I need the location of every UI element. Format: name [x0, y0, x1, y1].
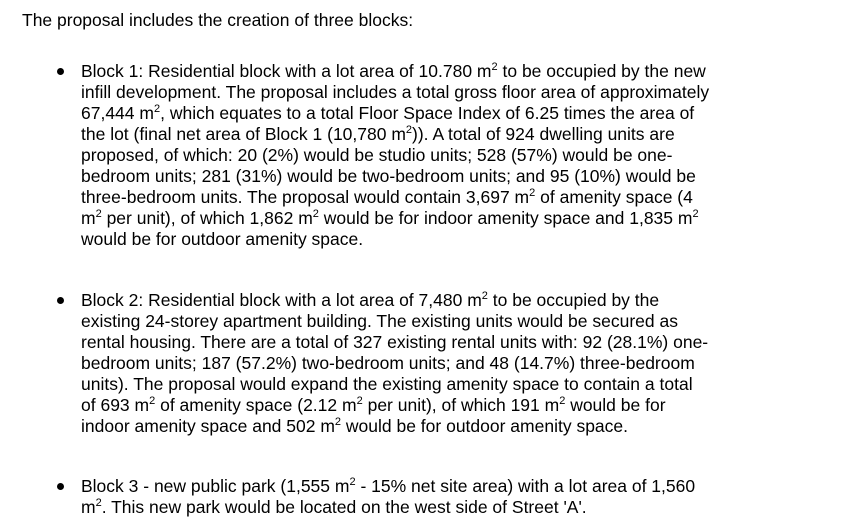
- block-3-item: [81, 476, 821, 518]
- block-2-line-7: indoor amenity space and 502 $m^2$ would be for outdoor amenity space.: [81, 416, 629, 436]
- block-2-line-4: bedroom units; 187 (57.2%) two-bedroom units; and 48 (14.7%) three-bedroom: [81, 353, 695, 373]
- block-1-line-6: bedroom units; 281 (31%) would be two-bedroom units; and 95 (10%) would be: [81, 166, 696, 186]
- block-2-line-6: of 693 $m^2$ of amenity space (2.12 $m^2$ per unit), of which 191 $m^2$ would be for: [81, 395, 666, 415]
- intro-paragraph: The proposal includes the creation of three blocks:: [22, 10, 414, 30]
- block-1-line-4: the lot (final net area of Block 1 (10,780 $m^2$)). A total of 924 dwelling units are: [81, 124, 675, 144]
- block-2-line-2: existing 24-storey apartment building. The existing units would be secured as: [81, 311, 678, 331]
- block-3-line-1: Block 3 - new public park (1,555 $m^2 - 15\%$ net site area) with a lot area of 1,560: [81, 476, 696, 496]
- bullet-icon: [57, 483, 64, 490]
- block-1-line-9: would be for outdoor amenity space.: [81, 229, 364, 249]
- bullet-icon: [57, 297, 64, 304]
- block-2-line-5: units). The proposal would expand the existing amenity space to contain a total: [81, 374, 693, 394]
- block-1-line-3: 67,444 $m^2$, which equates to a total Floor Space Index of 6.25 times the area of: [81, 103, 695, 123]
- block-2-line-3: rental housing. There are a total of 327 existing rental units with: 92 (28.1%) one-: [81, 332, 709, 352]
- block-2-line-1: Block 2: Residential block with a lot area of 7,480 $m^2$ to be occupied by the: [81, 290, 660, 310]
- block-1-line-8: $m^2$ per unit), of which 1,862 $m^2$ would be for indoor amenity space and 1,835 $m^2$: [81, 208, 699, 228]
- block-3-line-2: $m^2$. This new park would be located on the west side of Street 'A'.: [81, 497, 587, 517]
- block-1-line-5: proposed, of which: 20 (2%) would be studio units; 528 (57%) would be one-: [81, 145, 673, 165]
- block-1-item: [81, 61, 821, 250]
- bullet-icon: [57, 68, 64, 75]
- block-1-line-1: Block 1: Residential block with a lot area of 10.780 $m^2$ to be occupied by the new: [81, 61, 706, 81]
- block-1-line-2: infill development. The proposal includes a total gross floor area of approximately: [81, 82, 710, 102]
- block-1-line-7: three-bedroom units. The proposal would contain 3,697 $m^2$ of amenity space (4: [81, 187, 693, 207]
- block-2-item: [81, 290, 821, 437]
